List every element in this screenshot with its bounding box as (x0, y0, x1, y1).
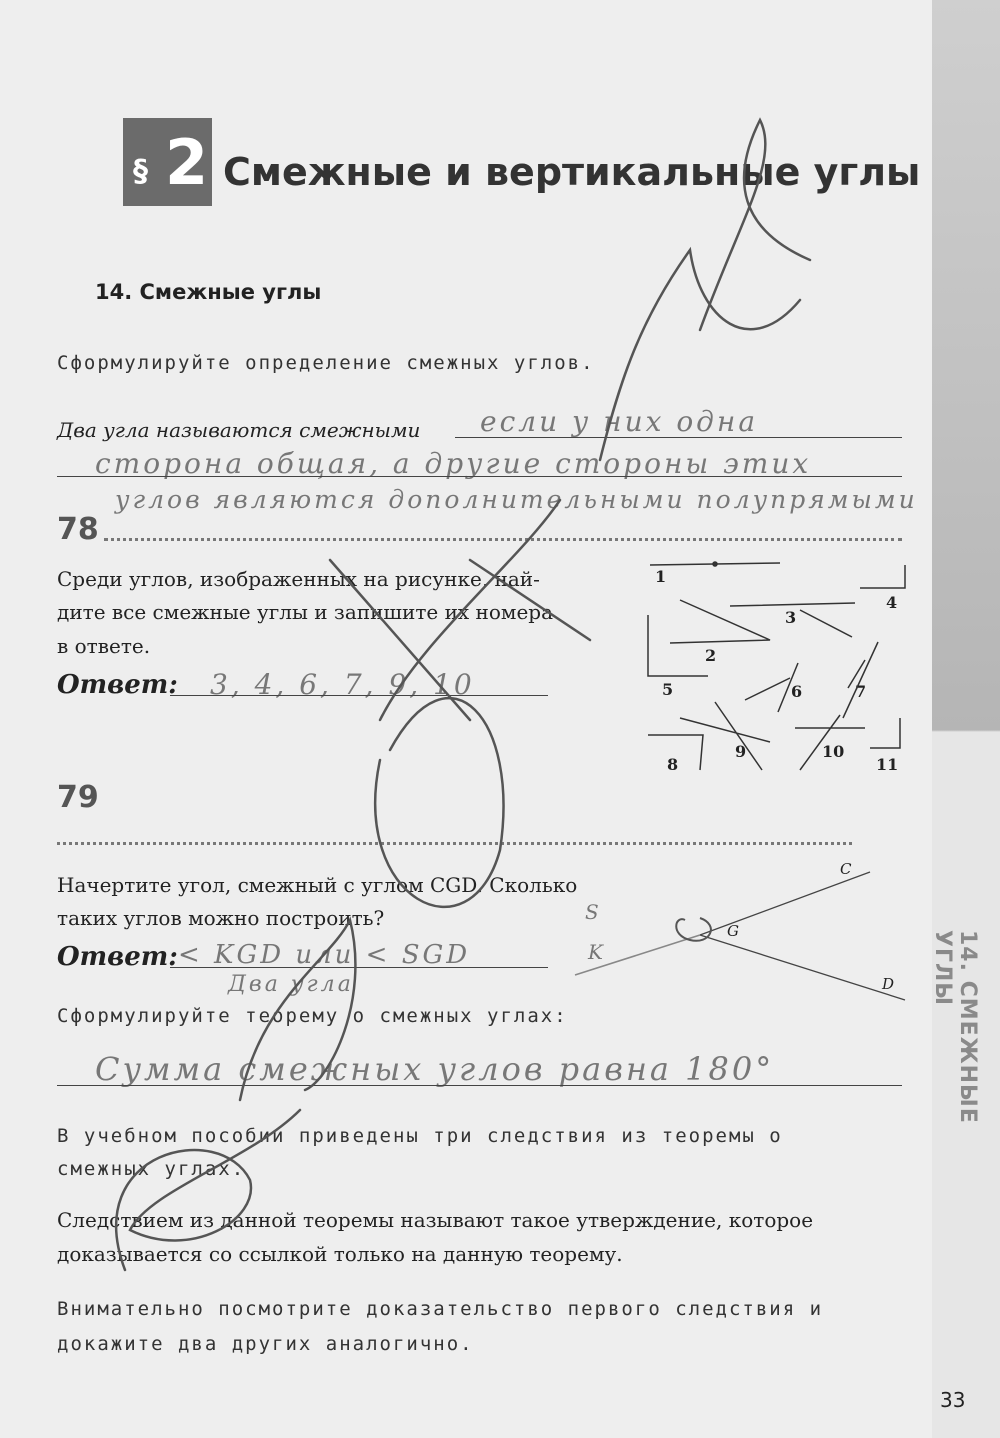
paragraph-1-line-2: смежных углах. (57, 1158, 246, 1180)
definition-handwritten-2: сторона общая, а другие стороны этих (95, 447, 812, 480)
ray-gk (575, 935, 700, 975)
angle-label: 8 (667, 755, 679, 774)
definition-prompt: Сформулируйте определение смежных углов. (57, 352, 595, 374)
chapter-title: Смежные и вертикальные углы (223, 150, 921, 194)
task-79-text-1: Начертите угол, смежный с углом CGD. Сколько (57, 873, 578, 897)
scribble-stroke (240, 920, 355, 1100)
task-79-text-2: таких углов можно построить? (57, 906, 385, 930)
angle-11-sides (870, 718, 900, 748)
ray-gc (700, 872, 870, 935)
task-79-answer: < KGD или < SGD (178, 940, 471, 970)
theorem-prompt: Сформулируйте теорему о смежных углах: (57, 1005, 568, 1027)
angle-2-sides (670, 600, 770, 643)
scribble-stroke (700, 120, 810, 330)
angle-label: 9 (735, 742, 747, 761)
task-78-figure (648, 562, 905, 770)
point-label-c: C (840, 860, 852, 878)
angle-label: 4 (886, 593, 898, 612)
task-78-number: 78 (57, 512, 99, 547)
page-number: 33 (940, 1388, 966, 1412)
angle-1-vertex (713, 562, 717, 566)
point-label-s: S (585, 900, 602, 924)
pencil-scribble (116, 120, 810, 1270)
paragraph-3-line-1: Внимательно посмотрите доказательство первого следствия и (57, 1298, 824, 1320)
angle-9-sides (680, 702, 770, 770)
angle-7-sides (843, 642, 878, 718)
scribble-stroke (600, 250, 800, 460)
angle-label: 1 (655, 567, 667, 586)
paragraph-sign: § (133, 154, 148, 189)
angle-5-sides (648, 615, 708, 676)
task-78-text-3: в ответе. (57, 634, 151, 658)
side-tab-label: 14. СМЕЖНЫЕ УГЛЫ (930, 930, 980, 1124)
angle-label: 11 (876, 755, 899, 774)
scribble-stroke (116, 1110, 300, 1270)
angle-8-sides (648, 735, 703, 770)
paragraph-3-line-2: докажите два других аналогично. (57, 1333, 474, 1355)
angle-label: 5 (662, 680, 674, 699)
paragraph-number: 2 (165, 126, 209, 199)
section-title: 14. Смежные углы (95, 280, 322, 304)
task-78-text-2: дите все смежные углы и запишите их номера (57, 600, 554, 624)
task-78-text-1: Среди углов, изображенных на рисунке, най- (57, 567, 540, 591)
theorem-handwritten: Сумма смежных углов равна 180° (95, 1050, 775, 1088)
task-79-answer-label: Ответ: (57, 942, 178, 972)
task-78-answer-label: Ответ: (57, 670, 178, 700)
point-label-k: K (588, 940, 606, 964)
definition-handwritten-3: углов являются дополнительными полупрямыми (115, 485, 918, 514)
task-79-number: 79 (57, 780, 99, 815)
point-label-d: D (882, 975, 895, 993)
angle-label: 2 (705, 646, 717, 665)
angle-10-sides (795, 715, 865, 770)
task-78-answer: 3, 4, 6, 7, 9, 10 (210, 668, 475, 701)
paragraph-2-line-1: Следствием из данной теоремы называют такое утверждение, которое (57, 1208, 814, 1232)
angle-label: 6 (791, 682, 803, 701)
angle-3-sides (730, 603, 855, 637)
definition-lead: Два угла называются смежными (57, 418, 421, 442)
paragraph-2-line-2: доказывается со ссылкой только на данную теорему. (57, 1242, 623, 1266)
angle-4-sides (860, 565, 905, 588)
angle-6-sides (745, 663, 798, 712)
point-label-g: G (727, 922, 739, 940)
task-79-answer-note: Два угла (228, 972, 354, 997)
angle-label: 10 (822, 742, 845, 761)
paragraph-1-line-1: В учебном пособии приведены три следствия из теоремы о (57, 1125, 783, 1147)
ray-gd (700, 935, 905, 1000)
scribble-stroke (375, 698, 503, 907)
angle-label: 3 (785, 608, 797, 627)
angle-label: 7 (855, 682, 867, 701)
scribble-stroke (330, 500, 590, 720)
task-79-figure (575, 872, 905, 1000)
definition-handwritten-1: если у них одна (480, 405, 759, 438)
